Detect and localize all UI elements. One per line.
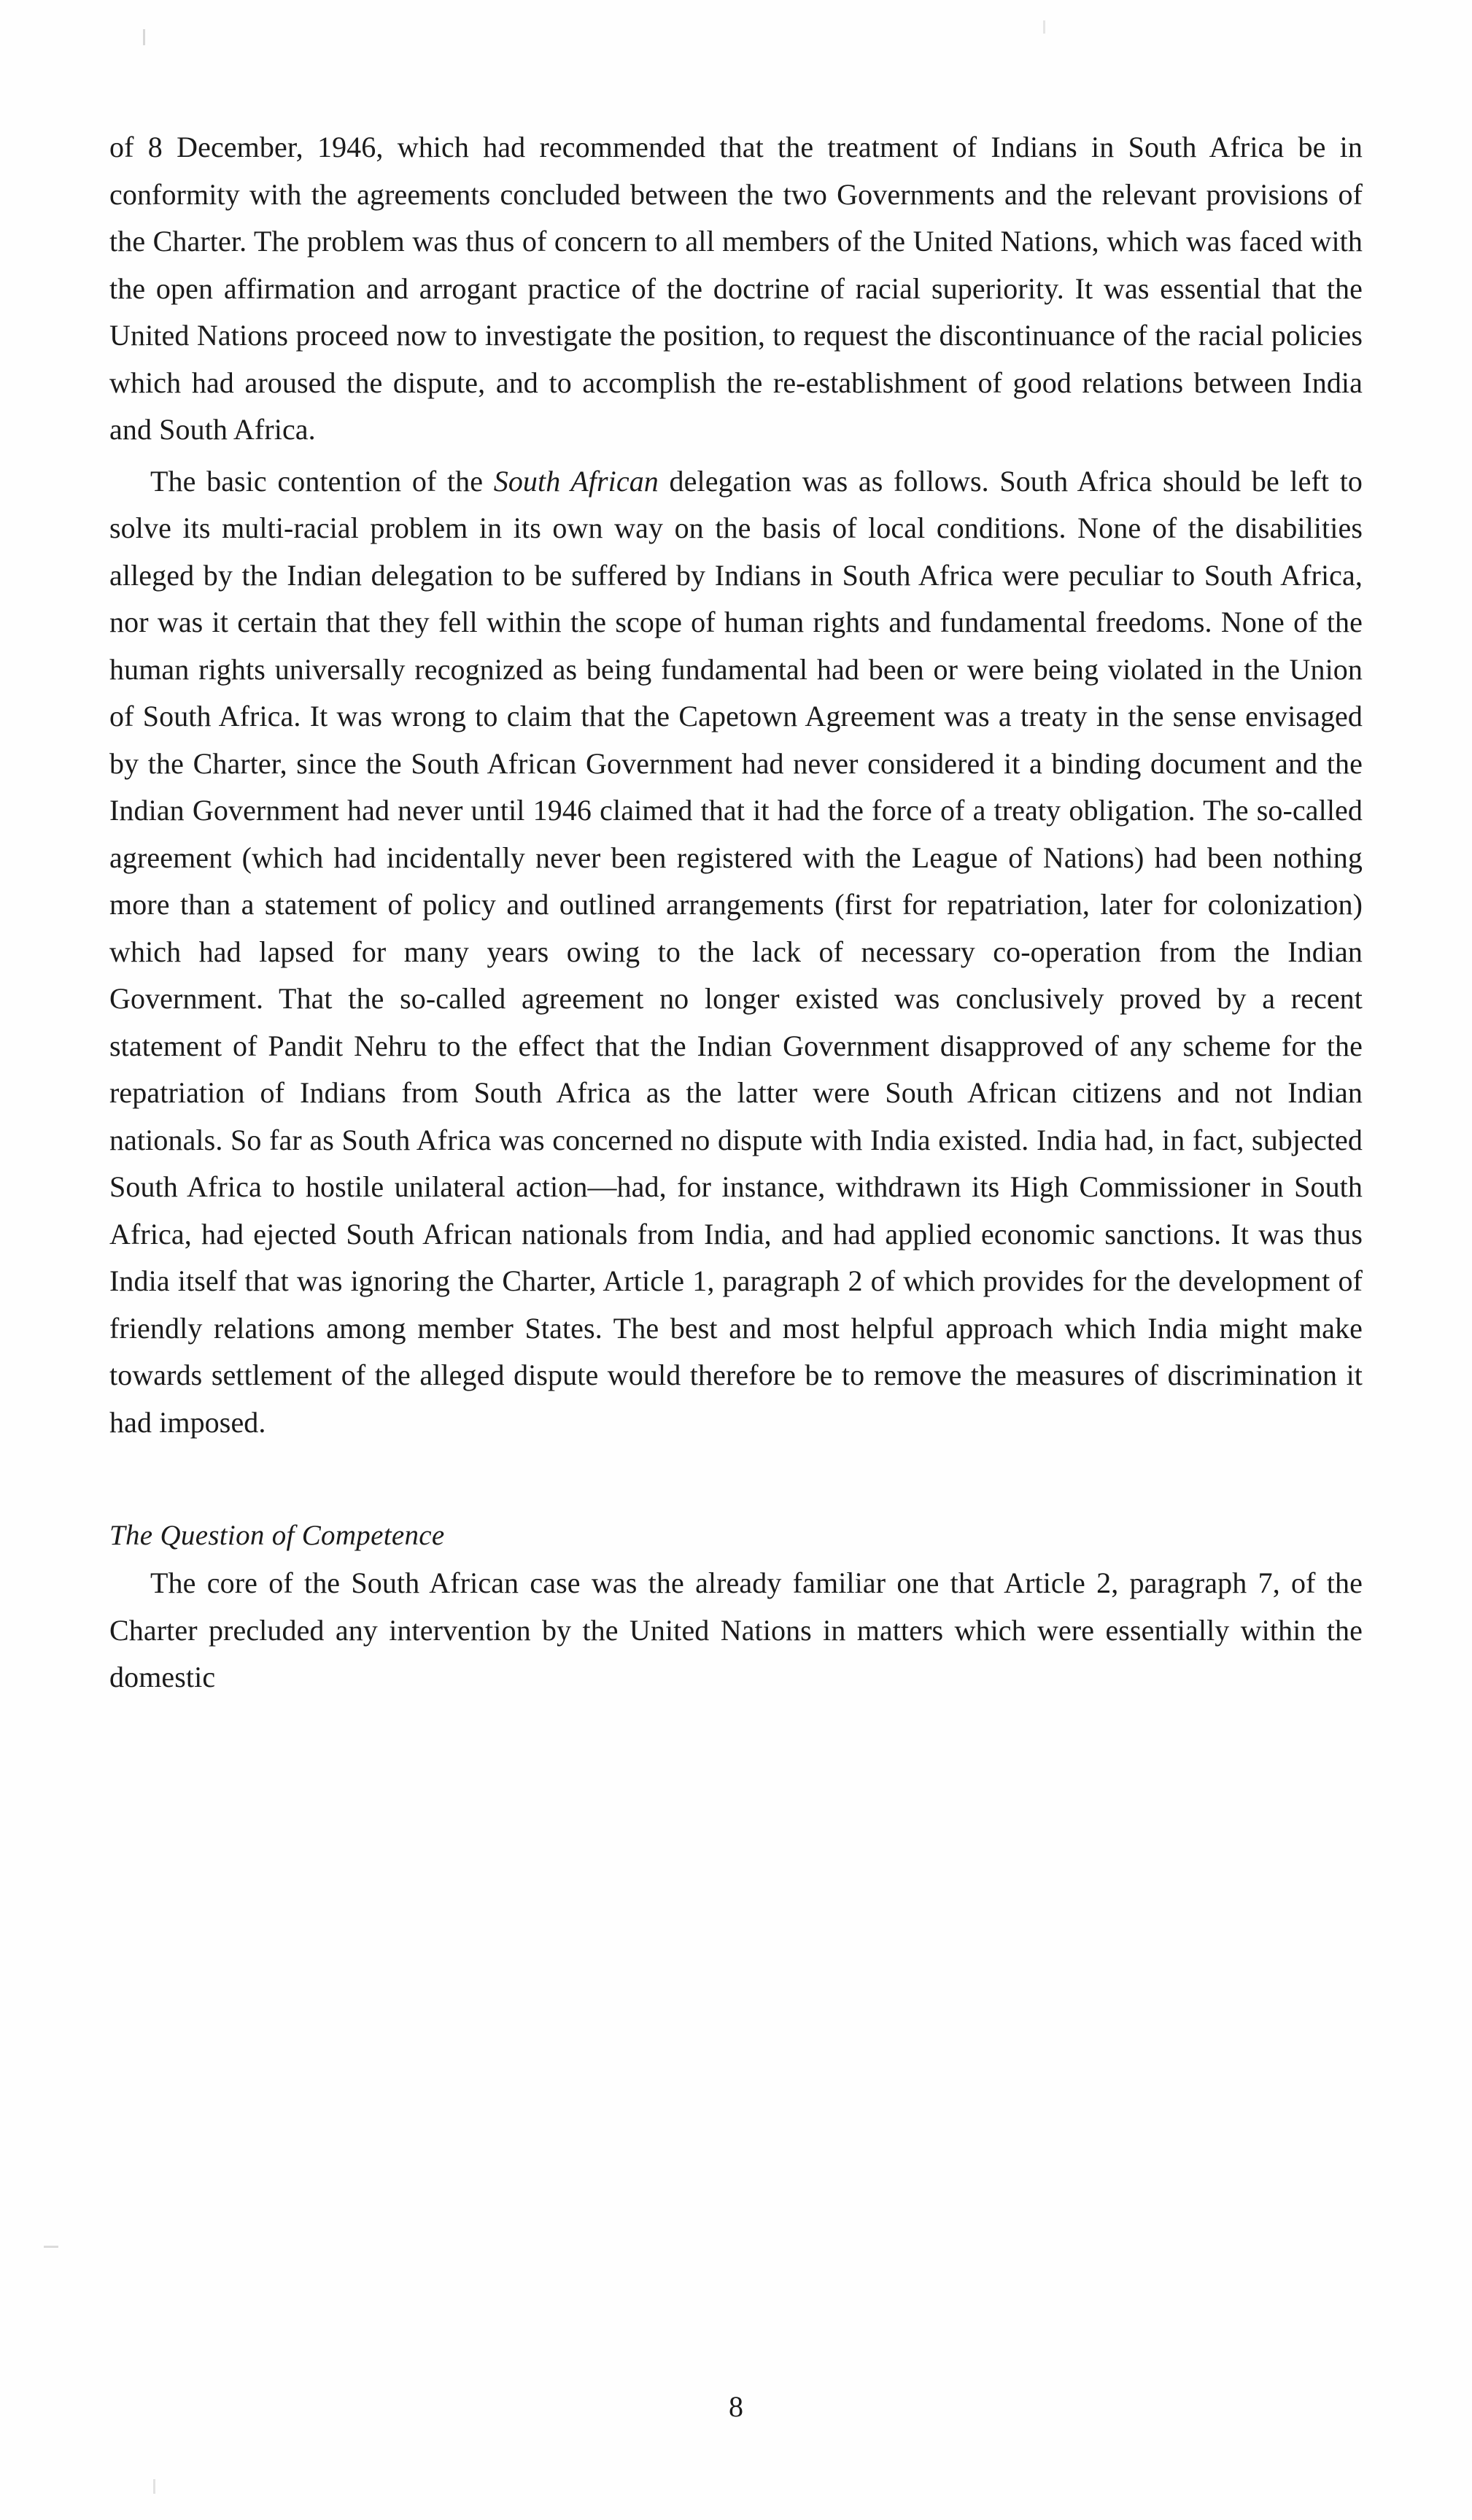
scan-artifact-left-margin [44,2246,58,2248]
paragraph-text-after-italic: delegation was as follows. South Africa should be left to solve its multi-racial problem in its own way on the basis of local conditions. None of the disabilities alleged by the Indian delegation to be suffered by Indians in South Africa were peculiar to South Africa, nor was it certain that they fell within the scope of human rights and fundamental freedoms. None of the human rights universally recognized as being fundamental had been or were being violated in the Union of South Africa. It was wrong to claim that the Capetown Agreement was a treaty in the sense envisaged by the Charter, since the South African Government had never considered it a binding document and the Indian Government had never until 1946 claimed that it had the force of a treaty obligation. The so-called agreement (which had incidentally never been registered with the League of Nations) had been nothing more than a statement of policy and outlined arrangements (first for repatriation, later for colonization) which had lapsed for many years owing to the lack of necessary co-operation from the Indian Government. That the so-called agreement no longer existed was conclusively proved by a recent statement of Pandit Nehru to the effect that the Indian Government disapproved of any scheme for the repatriation of Indians from South Africa as the latter were South African citizens and not Indian nationals. So far as South Africa was concerned no dispute with India existed. India had, in fact, subjected South Africa to hostile unilateral action—had, for instance, withdrawn its High Commissioner in South Africa, had ejected South African nationals from India, and had applied economic sanctions. It was thus India itself that was ignoring the Charter, Article 1, paragraph 2 of which provides for the development of friendly relations among member States. The best and most helpful approach which India might make towards settlement of the alleged dispute would therefore be to remove the measures of discrimination it had imposed. [109,464,1363,1439]
scan-artifact-bottom [153,2479,155,2494]
paragraph-text-before-italic: The basic contention of the [150,464,494,498]
text-column [109,124,1363,1701]
section-spacer [109,1446,1363,1513]
paragraph-south-african-contention [109,458,1363,1447]
scan-artifact-top-right [1043,20,1045,34]
paragraph-section-body: The core of the South African case was the already familiar one that Article 2, paragraph 7, of the Charter precluded any intervention by the United Nations in matters which were essentially within the domestic [109,1566,1363,1693]
paragraph-continued: of 8 December, 1946, which had recommended that the treatment of Indians in South Africa be in conformity with the agreements concluded between the two Governments and the relevant provisions of the Charter. The problem was thus of concern to all members of the United Nations, which was faced with the open affirmation and arrogant practice of the doctrine of racial superiority. It was essential that the United Nations proceed now to investigate the position, to request the discontinuance of the racial policies which had aroused the dispute, and to accomplish the re-establishment of good relations between India and South Africa. [109,131,1363,446]
scan-artifact-top-left [143,29,145,45]
italic-delegation-name: South African [493,464,659,498]
page-number: 8 [729,2390,743,2423]
section-heading-question-of-competence: The Question of Competence [109,1520,445,1551]
